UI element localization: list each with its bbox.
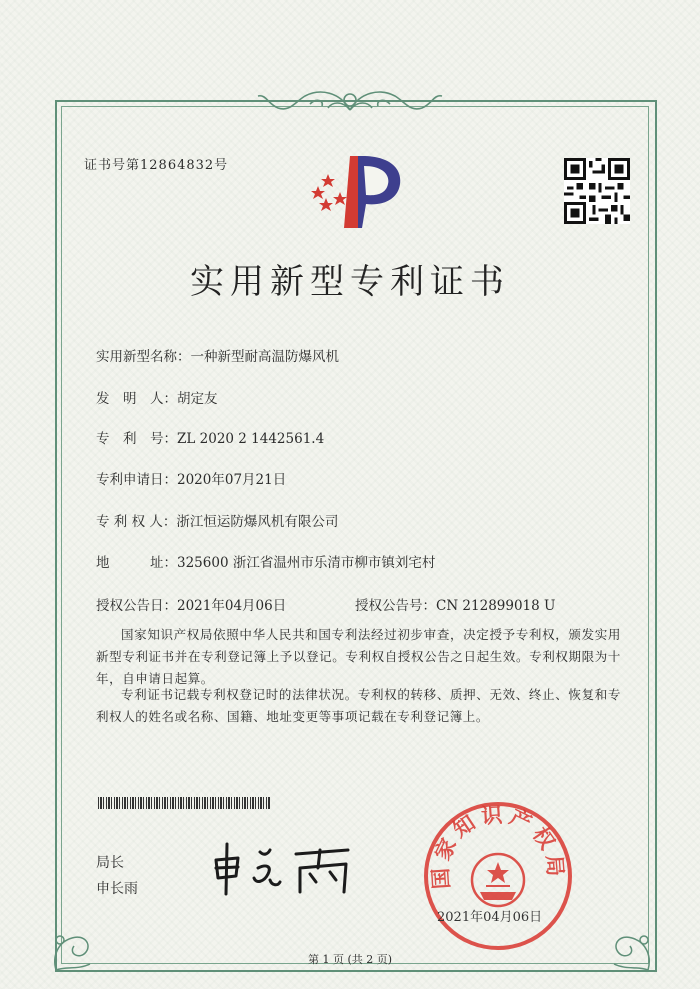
patentee-label: 专 利 权 人： (96, 514, 177, 530)
signature-icon (208, 838, 358, 896)
signatory-title: 局长 (96, 855, 124, 871)
inventor-label: 发 明 人： (96, 391, 177, 407)
seal-date: 2021年04月06日 (437, 910, 543, 925)
utility-model-name-value: 一种新型耐高温防爆风机 (190, 349, 339, 365)
inventor-field (96, 387, 218, 407)
grant-date-label: 授权公告日： (96, 598, 177, 614)
utility-model-name-field (96, 345, 339, 365)
inventor-value: 胡定友 (177, 391, 218, 407)
grant-date-value: 2021年04月06日 (177, 598, 287, 614)
patent-logo-icon (300, 148, 410, 230)
patent-number-value: ZL 2020 2 1442561.4 (177, 431, 325, 447)
seal-text: 国家知识产权局 (428, 802, 568, 890)
certificate-number: 证书号第12864832号 (84, 158, 229, 173)
grant-number-field (355, 594, 555, 614)
barcode-icon (98, 797, 270, 809)
national-emblem-icon (472, 854, 524, 906)
bottom-right-ornament-icon (600, 920, 660, 976)
official-seal-icon (422, 800, 574, 952)
patent-number-field (96, 427, 324, 447)
legal-status-paragraph: 专利证书记载专利权登记时的法律状况。专利权的转移、质押、无效、终止、恢复和专利权人的姓名或名称、国籍、地址变更等事项记载在专利登记簿上。 (96, 687, 621, 724)
filing-date-value: 2020年07月21日 (177, 472, 287, 488)
filing-date-field (96, 468, 286, 488)
signatory-name: 申长雨 (96, 881, 138, 897)
qr-code-icon (564, 158, 630, 224)
grant-statement-paragraph: 国家知识产权局依照中华人民共和国专利法经过初步审查，决定授予专利权，颁发实用新型专利证书并在专利登记簿上予以登记。专利权自授权公告之日起生效。专利权期限为十年，自申请日起算。 (96, 627, 621, 686)
address-label: 地 址： (96, 555, 177, 571)
grant-number-value: CN 212899018 U (436, 598, 556, 614)
top-ornament-icon (250, 82, 450, 118)
patent-number-label: 专 利 号： (96, 431, 177, 447)
grant-date-field (96, 594, 286, 614)
utility-model-name-label: 实用新型名称： (96, 349, 191, 365)
page-number: 第 1 页 (共 2 页) (307, 953, 393, 966)
certificate-title: 实用新型专利证书 (190, 262, 510, 302)
address-value: 325600 浙江省温州市乐清市柳市镇刘宅村 (177, 555, 436, 571)
grant-number-label: 授权公告号： (355, 598, 436, 614)
bottom-left-ornament-icon (44, 920, 104, 976)
filing-date-label: 专利申请日： (96, 472, 177, 488)
patentee-field (96, 510, 338, 530)
patentee-value: 浙江恒运防爆风机有限公司 (176, 514, 339, 530)
address-field (96, 551, 435, 571)
